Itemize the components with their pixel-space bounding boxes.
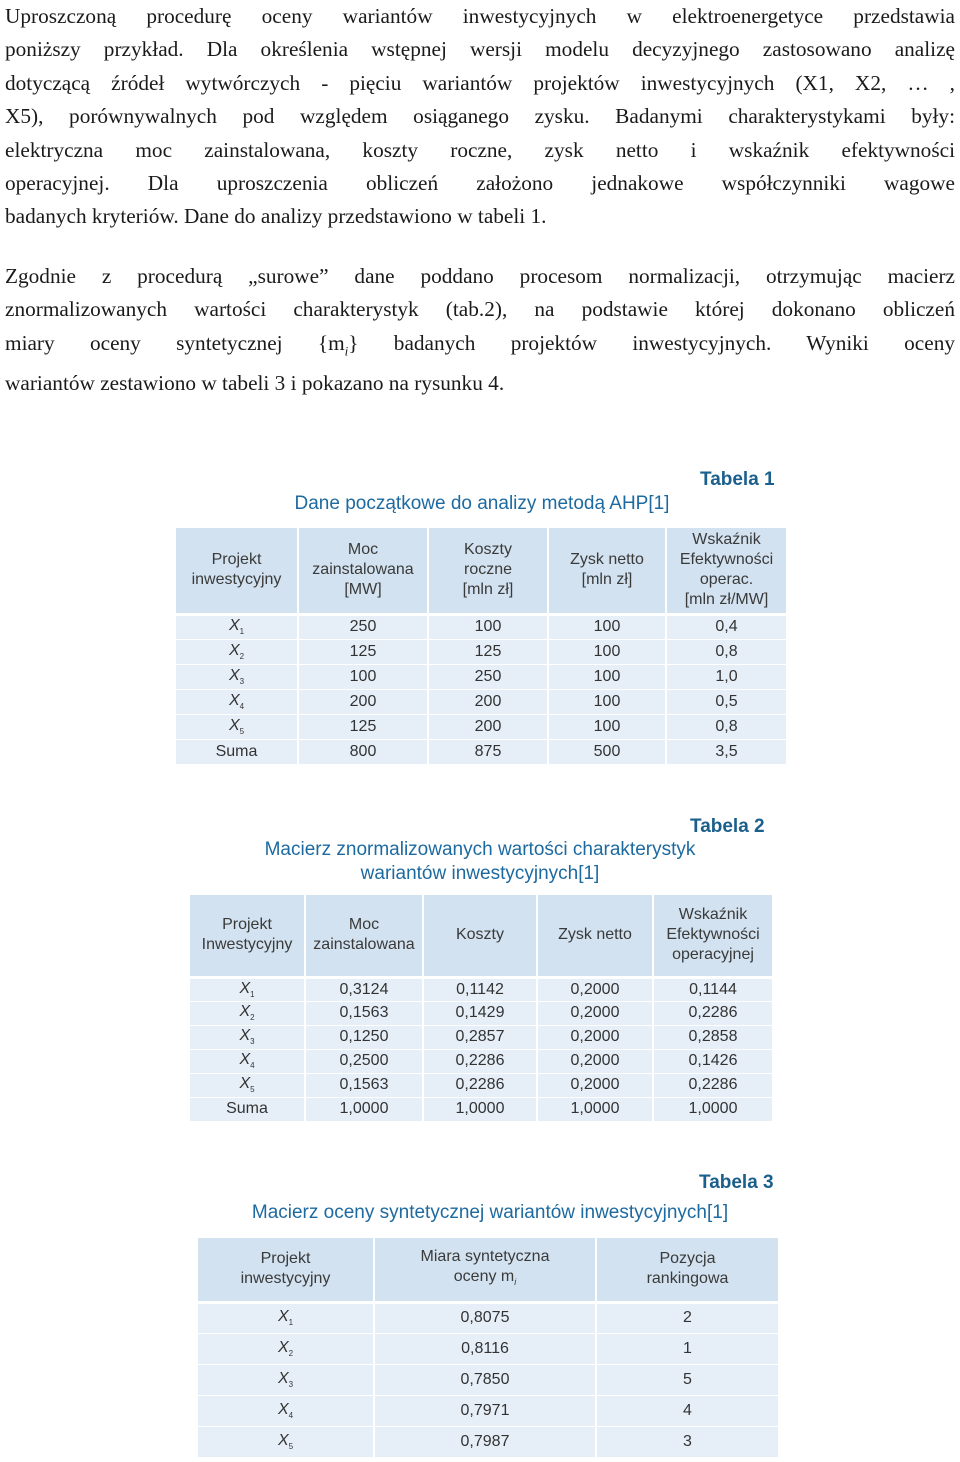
header-line: Projekt [260,1250,311,1268]
header-line: Efektywności [679,551,774,569]
paragraph-line: Zgodnie z procedurą „surowe” dane poddano procesom normalizacji, otrzymując macierz [5,264,955,288]
project-index: 5 [239,727,245,737]
table-row [176,664,786,689]
table-row [176,614,786,639]
header-line: Koszty [455,926,504,944]
project-index: 2 [250,1013,255,1023]
header-line: inwestycyjny [240,1270,331,1288]
table-cell: 1,0000 [653,1097,772,1121]
table-cell: 0,1142 [423,977,537,1001]
table-cell: 0,5 [666,689,786,714]
table-cell: 0,2000 [537,1073,653,1097]
table2-title [230,838,730,886]
table-cell: 0,7971 [374,1395,596,1426]
project-index: 4 [239,702,245,712]
table-cell: 5 [596,1364,778,1395]
project-cell [176,664,298,689]
header-line: Miara syntetyczna [420,1247,550,1265]
paragraph-line: operacyjnej. Dla uproszczenia obliczeń założono jednakowe współczynniki wagowe [5,171,955,196]
column-header [374,1238,596,1302]
table-row [190,977,772,1001]
header-line: [mln zł] [462,581,514,599]
header-line: inwestycyjny [191,571,282,589]
table1-title: Dane początkowe do analizy metodą AHP[1] [294,493,670,514]
table-row [198,1302,778,1333]
project-symbol: X [277,1308,289,1326]
table-row [198,1426,778,1457]
header-line: Efektywności [666,926,760,944]
column-header [298,528,428,614]
header-line: [mln zł/MW] [684,591,769,609]
table-cell: 0,7850 [374,1364,596,1395]
header-line: Pozycja [659,1250,716,1268]
table-cell: 0,1426 [653,1049,772,1073]
project-symbol: X [239,979,251,997]
table2-caption: Tabela 2 [690,816,765,837]
project-symbol: X [277,1432,289,1450]
table-cell: 0,1144 [653,977,772,1001]
paragraph-line [5,327,955,368]
table-cell: 875 [428,739,548,764]
table2-title-line1: Macierz znormalizowanych wartości charakterystyk [264,839,696,860]
table-cell: 200 [298,689,428,714]
project-index: 4 [288,1411,294,1421]
table2-title-line2: wariantów inwestycyjnych[1] [360,863,600,884]
header-line: Inwestycyjny [201,936,293,954]
table-cell: 500 [548,739,666,764]
table-cell: 0,8 [666,714,786,739]
project-index: 3 [288,1380,294,1390]
header-line: roczne [463,561,513,579]
project-cell [190,1073,305,1097]
table-cell: 0,4 [666,614,786,639]
table1-caption: Tabela 1 [700,469,775,490]
header-line: Projekt [211,551,262,569]
column-header [176,528,298,614]
table-cell: 1 [596,1333,778,1364]
table-row [176,689,786,714]
intro-paragraph [5,0,955,234]
header-line: Zysk netto [570,551,644,569]
header-line: zainstalowana [312,561,414,579]
header-line: rankingowa [646,1270,729,1288]
table-cell: 0,1250 [305,1025,423,1049]
table-cell: 100 [548,639,666,664]
column-header [190,895,305,977]
project-cell [176,614,298,639]
table-row [190,1025,772,1049]
table-cell: 0,1563 [305,1073,423,1097]
table-row [176,639,786,664]
table3-title: Macierz oceny syntetycznej wariantów inwestycyjnych[1] [251,1202,729,1223]
paragraph-line: X5), porównywalnych pod względem osiąganego zysku. Badanymi charakterystykami były: [5,104,955,129]
table-row [198,1333,778,1364]
project-symbol: X [228,666,240,684]
header-line: operac. [699,571,754,589]
project-index: 4 [250,1061,255,1071]
header-line: Wskaźnik [692,531,761,549]
paragraph-text: } badanych projektów inwestycyjnych. Wyniki oceny [348,330,955,355]
table3 [198,1238,778,1457]
normalization-paragraph [5,260,955,401]
table-cell: 0,2286 [653,1001,772,1025]
project-symbol: X [239,1003,251,1021]
table-cell: 100 [548,689,666,714]
table-row [198,1395,778,1426]
project-cell [176,714,298,739]
table-cell: 0,2858 [653,1025,772,1049]
column-header [428,528,548,614]
project-cell [190,1001,305,1025]
project-cell [190,1025,305,1049]
table-cell: 0,7987 [374,1426,596,1457]
header-line: zainstalowana [313,936,415,954]
table-cell: 100 [428,614,548,639]
table-cell: 3 [596,1426,778,1457]
header-line: Moc [347,541,379,559]
table-cell: 0,3124 [305,977,423,1001]
table-cell: 125 [298,639,428,664]
table3-caption: Tabela 3 [699,1172,774,1193]
column-header [596,1238,778,1302]
table-row [190,1001,772,1025]
header-line: Koszty [463,541,512,559]
header-line: Zysk netto [558,926,632,944]
paragraph-line: elektryczna moc zainstalowana, koszty roczne, zysk netto i wskaźnik efektywności [5,137,955,162]
project-symbol: X [228,641,240,659]
paragraph-line: znormalizowanych wartości charakterystyk (tab.2), na podstawie której dokonano obliczeń [5,297,955,322]
subscript: i [514,1276,517,1287]
paragraph-text: miary oceny syntetycznej {m [5,330,345,355]
table-cell: 0,2857 [423,1025,537,1049]
paragraph-line: Uproszczoną procedurę oceny wariantów inwestycyjnych w elektroenergetyce przedstawia [5,4,955,28]
project-symbol: X [239,1051,251,1069]
project-cell [190,1049,305,1073]
table-cell: 125 [428,639,548,664]
table-cell: 2 [596,1302,778,1333]
table-cell: 0,2500 [305,1049,423,1073]
project-index: 2 [239,652,245,662]
table-cell: 0,1429 [423,1001,537,1025]
table-cell: 0,2000 [537,1001,653,1025]
table-cell: 0,1563 [305,1001,423,1025]
project-cell [176,639,298,664]
project-symbol: X [228,691,240,709]
table-row [190,1073,772,1097]
project-index: 3 [239,677,245,687]
column-header [423,895,537,977]
header-line: [MW] [344,581,382,599]
table-cell: 4 [596,1395,778,1426]
table-cell: 0,2000 [537,1049,653,1073]
project-index: 1 [239,627,245,637]
table-cell: 1,0 [666,664,786,689]
table-cell: 0,2286 [423,1073,537,1097]
table-cell: 800 [298,739,428,764]
table-row [176,714,786,739]
project-cell [176,689,298,714]
project-symbol: X [277,1400,289,1418]
table-cell: 0,2000 [537,1025,653,1049]
header-line: [mln zł] [581,571,633,589]
header-line: Projekt [222,916,272,934]
table-cell: 0,8116 [374,1333,596,1364]
table-cell: 200 [428,714,548,739]
table-cell: 0,2000 [537,977,653,1001]
paragraph-line: badanych kryteriów. Dane do analizy przedstawiono w tabeli 1. [5,204,547,229]
sum-row [176,739,786,764]
header-line: operacyjnej [672,946,754,964]
project-index: 5 [250,1085,255,1095]
project-cell [198,1395,374,1426]
project-cell [198,1426,374,1457]
project-symbol: X [277,1338,289,1356]
table-cell: 1,0000 [537,1097,653,1121]
column-header [653,895,772,977]
column-header [666,528,786,614]
column-header [198,1238,374,1302]
project-symbol: X [239,1027,251,1045]
project-cell [198,1302,374,1333]
table-cell: 1,0000 [423,1097,537,1121]
project-symbol: X [277,1369,289,1387]
paragraph-line: dotyczącą źródeł wytwórczych - pięciu wariantów projektów inwestycyjnych (X1, X2, … , [5,70,955,95]
table-cell: 0,8 [666,639,786,664]
project-index: 1 [288,1318,294,1328]
project-cell [198,1364,374,1395]
project-index: 3 [250,1037,255,1047]
table-cell: 125 [298,714,428,739]
table-cell: 100 [548,614,666,639]
table-cell: 100 [548,714,666,739]
column-header [537,895,653,977]
project-symbol: X [228,716,240,734]
project-index: 5 [288,1442,294,1452]
header-line: Wskaźnik [678,906,748,924]
project-index: 1 [250,990,255,1000]
table-cell: 0,2286 [423,1049,537,1073]
subscript: i [344,343,349,359]
paragraph-line: poniższy przykład. Dla określenia wstępnej wersji modelu decyzyjnego zastosowano analizę [5,37,955,62]
table-cell: 0,8075 [374,1302,596,1333]
table-cell: 250 [428,664,548,689]
table2 [190,895,772,1121]
header-line: oceny $m_i$ [453,1267,517,1287]
project-symbol: X [228,617,240,635]
table-row [190,1049,772,1073]
table-cell: Suma [190,1097,305,1121]
table-cell: 100 [298,664,428,689]
table-cell: 3,5 [666,739,786,764]
table1 [176,528,786,764]
table-cell: 250 [298,614,428,639]
table-cell: 0,2286 [653,1073,772,1097]
project-cell [198,1333,374,1364]
column-header [548,528,666,614]
project-symbol: X [239,1075,251,1093]
table-cell: 100 [548,664,666,689]
column-header [305,895,423,977]
project-index: 2 [288,1349,294,1359]
paragraph-line: wariantów zestawiono w tabeli 3 i pokazano na rysunku 4. [5,371,505,396]
sum-row [190,1097,772,1121]
table-cell: 200 [428,689,548,714]
table-cell: 1,0000 [305,1097,423,1121]
table-cell: Suma [176,739,298,764]
project-cell [190,977,305,1001]
header-line: Moc [348,916,380,934]
table-row [198,1364,778,1395]
